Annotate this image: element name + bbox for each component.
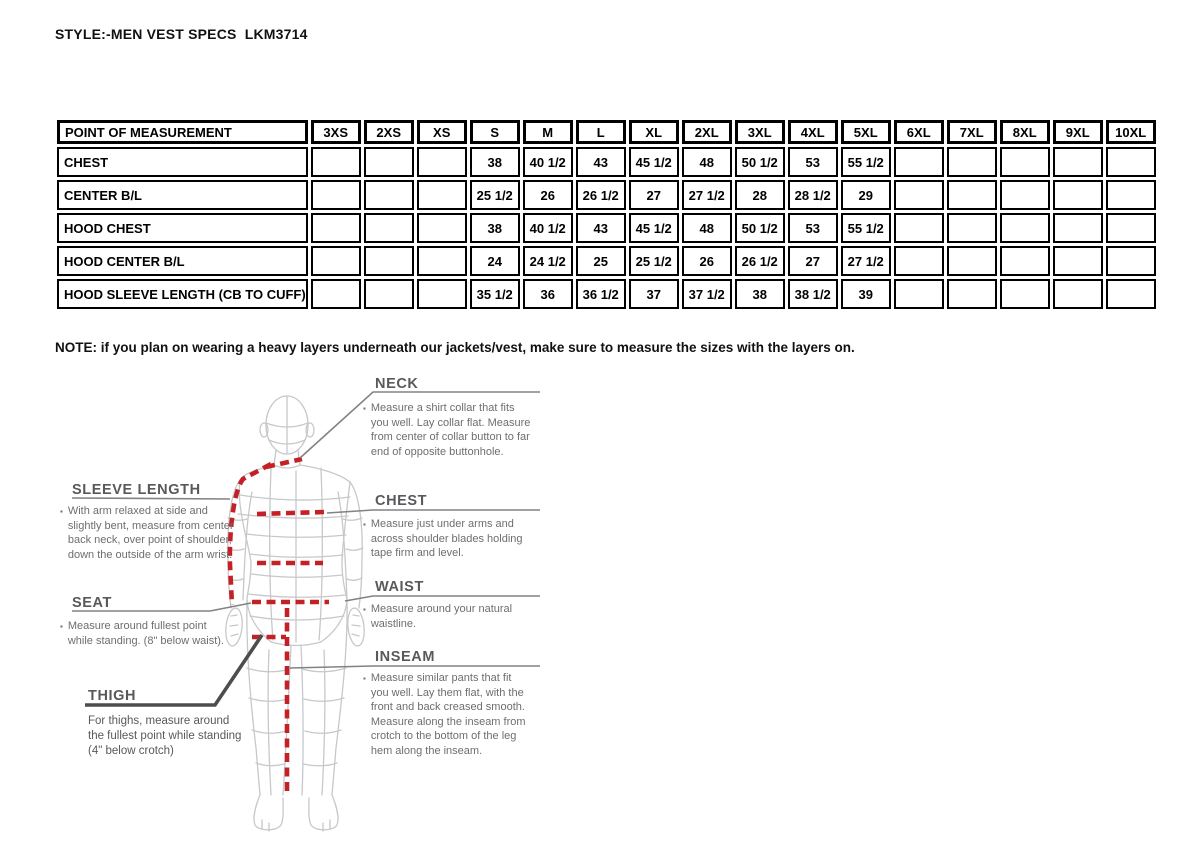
measurement-cell — [894, 180, 944, 210]
section-text-chest: ▪ Measure just under arms and across shoulder blades holding tape firm and level. — [363, 518, 523, 559]
measurement-cell: 26 1/2 — [576, 180, 626, 210]
measurement-cell: 38 — [735, 279, 785, 309]
size-spec-table — [54, 117, 1159, 312]
table-row — [57, 213, 1156, 243]
measurement-cell — [1106, 246, 1156, 276]
row-label: CHEST — [57, 147, 308, 177]
measurement-cell — [947, 147, 997, 177]
row-label: HOOD CENTER B/L — [57, 246, 308, 276]
measurement-cell: 55 1/2 — [841, 213, 891, 243]
row-label: CENTER B/L — [57, 180, 308, 210]
size-table-body — [57, 147, 1156, 309]
measurement-cell — [417, 147, 467, 177]
measurement-cell: 28 — [735, 180, 785, 210]
col-header-size-2xs: 2XS — [364, 120, 414, 144]
note-text: NOTE: if you plan on wearing a heavy layers underneath our jackets/vest, make sure to measure the sizes with the layers on. — [55, 340, 855, 355]
measurement-cell — [364, 180, 414, 210]
measurement-cell: 53 — [788, 147, 838, 177]
measurement-cell: 43 — [576, 213, 626, 243]
col-header-size-6xl: 6XL — [894, 120, 944, 144]
measurement-cell — [311, 279, 361, 309]
section-text-inseam: ▪ Measure similar pants that fit you well. Lay them flat, with the front and back creased smooth. Measure along the inseam from crotch to the bottom of the leg hem along the inseam. — [363, 672, 526, 757]
section-heading-chest: CHEST — [375, 493, 428, 509]
measurement-cell — [1053, 279, 1103, 309]
measurement-cell: 39 — [841, 279, 891, 309]
measurement-cell — [1106, 213, 1156, 243]
measurement-cell: 26 — [682, 246, 732, 276]
measurement-cell: 53 — [788, 213, 838, 243]
measurement-cell: 50 1/2 — [735, 213, 785, 243]
measurement-cell — [1106, 180, 1156, 210]
measurement-cell — [1106, 279, 1156, 309]
row-label: HOOD CHEST — [57, 213, 308, 243]
section-heading-seat: SEAT — [72, 595, 112, 611]
section-heading-neck: NECK — [375, 376, 419, 392]
measurement-cell: 24 1/2 — [523, 246, 573, 276]
col-header-size-s: S — [470, 120, 520, 144]
measurement-cell: 36 1/2 — [576, 279, 626, 309]
measurement-cell — [947, 180, 997, 210]
section-text-seat: ▪ Measure around fullest point while standing. (8" below waist). — [60, 620, 224, 647]
measurement-cell: 25 1/2 — [470, 180, 520, 210]
section-text-waist: ▪ Measure around your natural waistline. — [363, 603, 513, 630]
measurement-cell — [417, 213, 467, 243]
bullet-icon: ▪ — [363, 674, 366, 683]
measurement-cell — [894, 246, 944, 276]
measurement-cell — [894, 147, 944, 177]
measurement-cell — [364, 213, 414, 243]
section-heading-waist: WAIST — [375, 579, 424, 595]
col-header-size-2xl: 2XL — [682, 120, 732, 144]
col-header-size-9xl: 9XL — [1053, 120, 1103, 144]
measurement-cell — [1053, 246, 1103, 276]
measurement-cell — [1053, 147, 1103, 177]
measurement-cell — [947, 279, 997, 309]
measurement-cell: 27 1/2 — [682, 180, 732, 210]
measurement-cell: 38 1/2 — [788, 279, 838, 309]
col-header-size-5xl: 5XL — [841, 120, 891, 144]
measurement-cell — [1106, 147, 1156, 177]
measurement-cell — [894, 279, 944, 309]
measurement-cell — [1000, 180, 1050, 210]
measurement-cell: 48 — [682, 147, 732, 177]
measurement-cell: 27 — [629, 180, 679, 210]
measurement-cell: 24 — [470, 246, 520, 276]
col-header-point-of-measurement: POINT OF MEASUREMENT — [57, 120, 308, 144]
col-header-size-3xl: 3XL — [735, 120, 785, 144]
measurement-cell: 26 — [523, 180, 573, 210]
measurement-cell — [311, 147, 361, 177]
page-title: STYLE:-MEN VEST SPECS LKM3714 — [55, 26, 308, 42]
table-row — [57, 147, 1156, 177]
measurement-cell: 37 1/2 — [682, 279, 732, 309]
measurement-cell: 37 — [629, 279, 679, 309]
section-heading-inseam: INSEAM — [375, 649, 435, 665]
col-header-size-7xl: 7XL — [947, 120, 997, 144]
table-row — [57, 180, 1156, 210]
measurement-cell — [417, 279, 467, 309]
measurement-cell — [364, 147, 414, 177]
col-header-size-xl: XL — [629, 120, 679, 144]
measurement-cell — [364, 279, 414, 309]
measurement-cell: 45 1/2 — [629, 147, 679, 177]
measurement-cell: 45 1/2 — [629, 213, 679, 243]
measurement-cell: 38 — [470, 213, 520, 243]
section-heading-thigh: THIGH — [88, 688, 137, 704]
measurement-cell — [1000, 279, 1050, 309]
measurement-cell — [947, 246, 997, 276]
section-text-sleeve-length: ▪ With arm relaxed at side and slightly bent, measure from center back neck, over point of shoulder, down the outside of the arm wrist. — [60, 505, 234, 561]
col-header-size-3xs: 3XS — [311, 120, 361, 144]
measurement-cell: 26 1/2 — [735, 246, 785, 276]
measurement-cell: 25 1/2 — [629, 246, 679, 276]
measurement-cell: 27 1/2 — [841, 246, 891, 276]
col-header-size-8xl: 8XL — [1000, 120, 1050, 144]
measurement-cell: 50 1/2 — [735, 147, 785, 177]
measurement-cell — [1000, 147, 1050, 177]
measurement-cell — [364, 246, 414, 276]
measurement-cell — [894, 213, 944, 243]
measurement-cell: 40 1/2 — [523, 213, 573, 243]
size-table-header — [57, 120, 1156, 144]
measurement-cell — [1053, 180, 1103, 210]
table-row — [57, 279, 1156, 309]
measurement-dash-lines — [230, 459, 329, 795]
measurement-cell — [417, 246, 467, 276]
col-header-size-xs: XS — [417, 120, 467, 144]
col-header-size-m: M — [523, 120, 573, 144]
bullet-icon: ▪ — [60, 622, 63, 631]
col-header-size-4xl: 4XL — [788, 120, 838, 144]
measurement-cell: 35 1/2 — [470, 279, 520, 309]
measurement-cell: 40 1/2 — [523, 147, 573, 177]
bullet-icon: ▪ — [363, 404, 366, 413]
measurement-cell — [1000, 246, 1050, 276]
measurement-cell: 43 — [576, 147, 626, 177]
measurement-cell — [417, 180, 467, 210]
section-text-neck: ▪ Measure a shirt collar that fits you well. Lay collar flat. Measure from center of collar button to far end of opposite buttonhole. — [363, 402, 531, 458]
measurement-cell — [311, 213, 361, 243]
measurement-cell: 27 — [788, 246, 838, 276]
bullet-icon: ▪ — [363, 520, 366, 529]
measurement-cell — [311, 180, 361, 210]
bullet-icon: ▪ — [60, 507, 63, 516]
chest-dash-line — [257, 512, 324, 514]
measurement-cell — [947, 213, 997, 243]
section-text-thigh: For thighs, measure around the fullest point while standing (4" below crotch) — [88, 715, 242, 757]
measurement-cell: 48 — [682, 213, 732, 243]
measurement-cell: 25 — [576, 246, 626, 276]
measurement-cell: 36 — [523, 279, 573, 309]
row-label: HOOD SLEEVE LENGTH (CB TO CUFF) — [57, 279, 308, 309]
section-heading-sleeve-length: SLEEVE LENGTH — [72, 482, 201, 498]
measurement-cell — [1000, 213, 1050, 243]
measurement-cell: 55 1/2 — [841, 147, 891, 177]
col-header-size-10xl: 10XL — [1106, 120, 1156, 144]
bullet-icon: ▪ — [363, 605, 366, 614]
measurement-cell: 29 — [841, 180, 891, 210]
measurement-cell: 38 — [470, 147, 520, 177]
col-header-size-l: L — [576, 120, 626, 144]
table-row — [57, 246, 1156, 276]
measurement-cell — [311, 246, 361, 276]
measurement-cell — [1053, 213, 1103, 243]
measurement-cell: 28 1/2 — [788, 180, 838, 210]
